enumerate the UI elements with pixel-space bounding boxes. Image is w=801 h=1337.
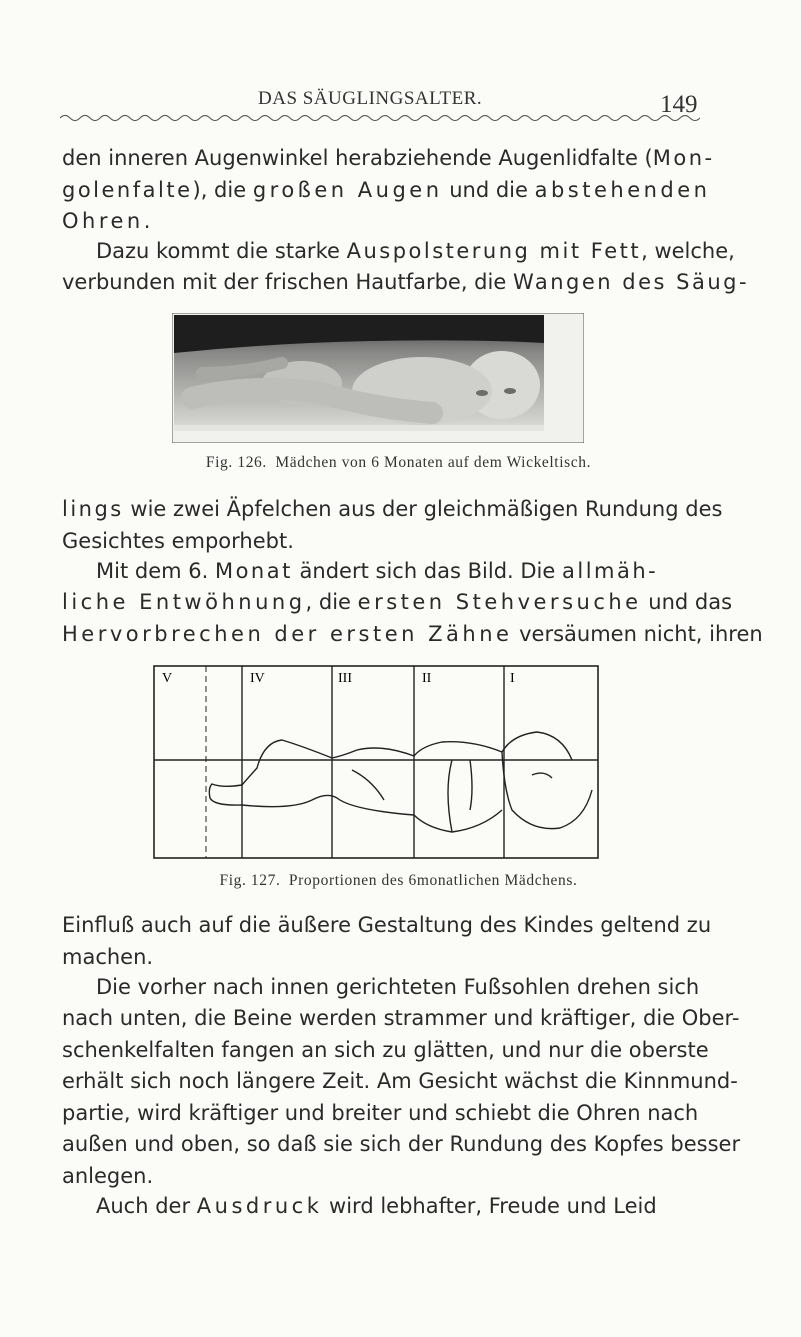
text-line: erhält sich noch längere Zeit. Am Gesicht wächst die Kinnmund- bbox=[62, 1069, 738, 1093]
spaced-term: großen Augen bbox=[252, 177, 443, 202]
spaced-term: lings bbox=[62, 497, 124, 521]
text-line: machen. bbox=[62, 944, 154, 969]
text-line bbox=[62, 236, 742, 268]
spaced-term: golenfalte bbox=[62, 177, 193, 202]
text-run: verbunden mit der frischen Hautfarbe, die bbox=[62, 270, 513, 294]
text-line: schenkelfalten fangen an sich zu glätten, und nur die oberste bbox=[62, 1037, 709, 1062]
paragraph-4 bbox=[62, 556, 742, 588]
text-run: versäumen nicht, ihren bbox=[512, 621, 763, 646]
text-run: Auch der bbox=[96, 1194, 197, 1218]
text-line: Einfluß auch auf die äußere Gestaltung des Kindes geltend zu bbox=[62, 913, 712, 937]
paragraph-7 bbox=[62, 1191, 742, 1223]
text-run: und das bbox=[641, 590, 733, 614]
text-run: den inneren Augenwinkel herabziehende Augenlidfalte ( bbox=[62, 146, 653, 170]
text-line bbox=[62, 206, 742, 238]
text-run: ändert sich das Bild. Die bbox=[292, 559, 562, 583]
spaced-term: Mon- bbox=[652, 146, 715, 170]
text-line: außen und oben, so daß sie sich der Rundung des Kopfes besser bbox=[62, 1132, 741, 1156]
spaced-term: allmäh- bbox=[561, 559, 659, 583]
spaced-term: Ohren bbox=[62, 209, 144, 233]
paragraph-3 bbox=[62, 494, 742, 557]
text-run: wie zwei Äpfelchen aus der gleichmäßigen Rundung des bbox=[123, 497, 723, 521]
paragraph-2 bbox=[62, 236, 742, 268]
running-title: DAS SÄUGLINGSALTER. bbox=[258, 88, 483, 109]
figure-number: Fig. 127. bbox=[219, 872, 281, 889]
text-line: nach unten, die Beine werden strammer und kräftiger, die Ober- bbox=[62, 1006, 740, 1030]
text-line bbox=[62, 587, 742, 619]
ornamental-rule bbox=[60, 112, 700, 124]
spaced-term: Monat bbox=[214, 559, 293, 583]
paragraph-6 bbox=[62, 972, 742, 1004]
text-line: Gesichtes emporhebt. bbox=[62, 528, 294, 553]
text-run: und die bbox=[442, 177, 535, 202]
spaced-term: abstehenden bbox=[534, 177, 711, 202]
text-run: wird lebhafter, Freude und Leid bbox=[322, 1194, 657, 1218]
figure-126-photo bbox=[172, 313, 584, 443]
text-line bbox=[62, 556, 742, 588]
text-line: Die vorher nach innen gerichteten Fußsohlen drehen sich bbox=[96, 975, 700, 999]
section-label-v: V bbox=[162, 671, 173, 686]
figure-caption-text: Proportionen des 6monatlichen Mädchens. bbox=[288, 872, 578, 889]
paragraph-2-cont bbox=[62, 267, 750, 299]
figure-127-caption bbox=[0, 872, 801, 890]
figure-number: Fig. 126. bbox=[205, 454, 267, 471]
figure-127-diagram bbox=[152, 660, 600, 860]
section-label-iii: III bbox=[338, 671, 352, 686]
section-label-iv: IV bbox=[250, 671, 265, 686]
text-line: anlegen. bbox=[62, 1163, 154, 1188]
text-run: , die bbox=[305, 590, 358, 614]
paragraph-5 bbox=[62, 910, 742, 973]
text-run: ), die bbox=[192, 177, 253, 202]
running-header bbox=[0, 88, 801, 138]
spaced-term: Wangen des Säug- bbox=[512, 270, 750, 294]
paragraph-4-cont bbox=[62, 587, 763, 650]
text-line bbox=[62, 267, 750, 299]
page-number: 149 bbox=[660, 91, 698, 118]
text-line bbox=[62, 619, 763, 651]
text-line bbox=[62, 494, 742, 526]
text-run: , welche, bbox=[641, 239, 735, 263]
text-line bbox=[62, 143, 742, 175]
figure-caption-text: Mädchen von 6 Monaten auf dem Wickeltisch. bbox=[275, 454, 592, 471]
paragraph-1 bbox=[62, 143, 742, 238]
section-label-i: I bbox=[510, 671, 515, 686]
spaced-term: ersten Stehversuche bbox=[357, 590, 642, 614]
spaced-term: Auspolsterung mit Fett bbox=[346, 239, 642, 263]
spaced-term: Ausdruck bbox=[196, 1194, 323, 1218]
spaced-term: Hervorbrechen der ersten Zähne bbox=[62, 621, 513, 646]
paragraph-6-cont bbox=[62, 1003, 742, 1192]
text-line: partie, wird kräftiger und breiter und schiebt die Ohren nach bbox=[62, 1100, 699, 1125]
spaced-term: liche Entwöhnung bbox=[62, 590, 306, 614]
baby-outline bbox=[209, 732, 592, 832]
text-run: Mit dem 6. bbox=[96, 559, 215, 583]
figure-126-caption bbox=[0, 454, 801, 472]
text-line bbox=[62, 175, 742, 207]
text-run: . bbox=[143, 209, 151, 233]
section-label-ii: II bbox=[422, 671, 432, 686]
text-run: Dazu kommt die starke bbox=[96, 239, 347, 263]
text-line bbox=[62, 1191, 742, 1223]
